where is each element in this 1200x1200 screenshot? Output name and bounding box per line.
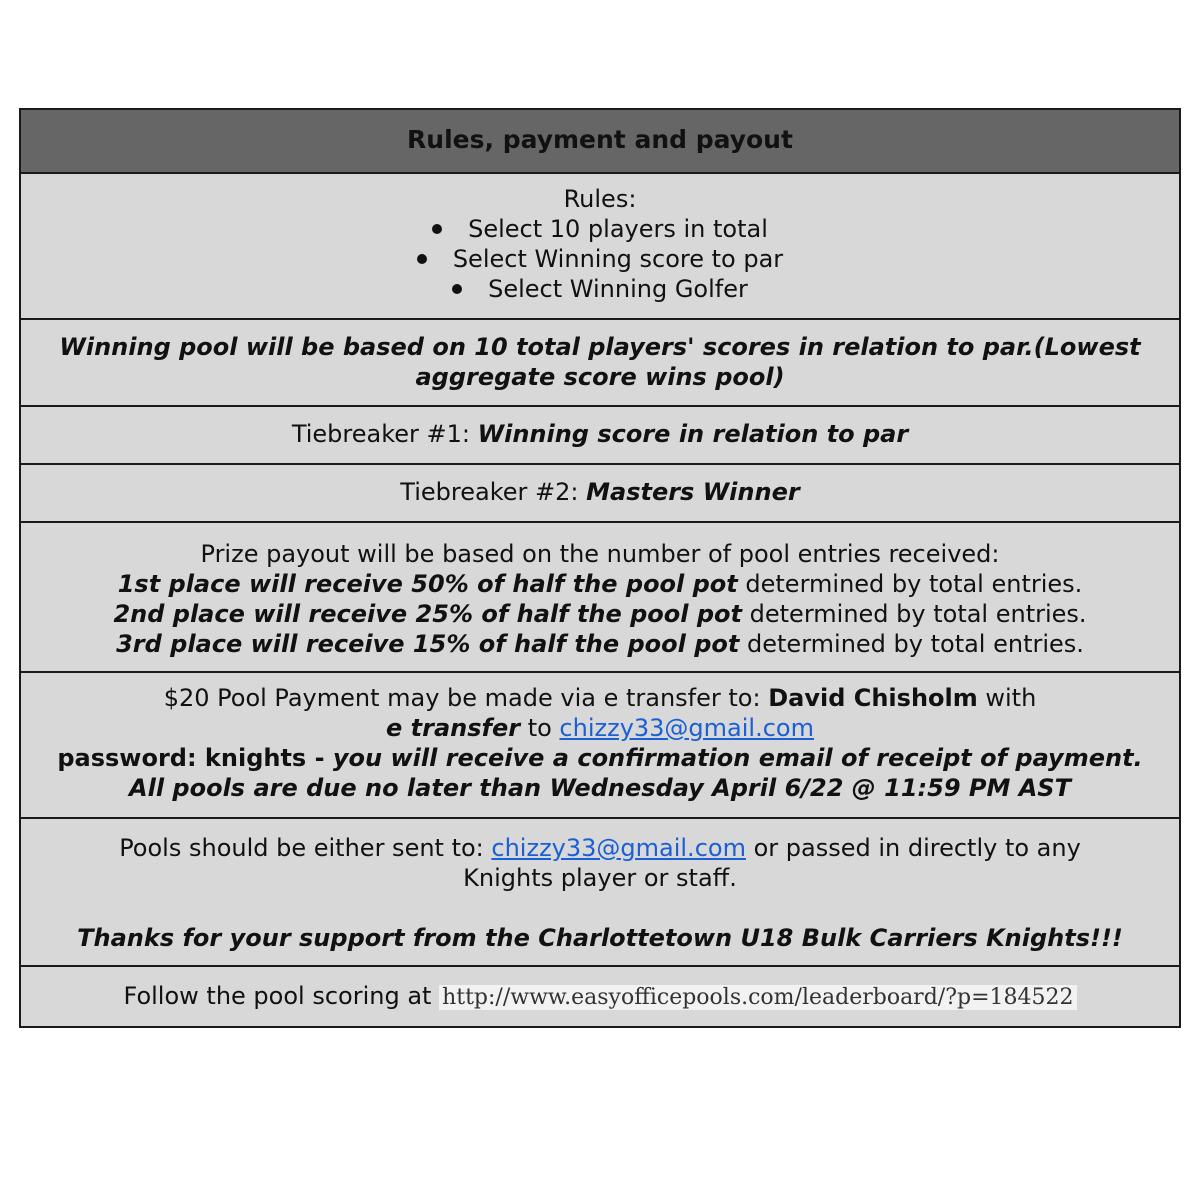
send-email-link[interactable]: chizzy33@gmail.com (491, 834, 746, 862)
follow-row (21, 965, 1179, 1026)
prize-place-2: 2nd place will receive 25% of half the pool pot determined by total entries. (113, 600, 1087, 628)
rules-row (21, 172, 1179, 318)
prize-place-1: 1st place will receive 50% of half the pool pot determined by total entries. (117, 570, 1083, 598)
pool-line-2: aggregate score wins pool) (415, 363, 785, 391)
tiebreaker-1-row (21, 405, 1179, 463)
rules-list (21, 214, 1179, 304)
tiebreaker-2-row (21, 463, 1179, 521)
prize-payout-row (21, 521, 1179, 671)
follow-text: Follow the pool scoring at (123, 982, 440, 1010)
payment-due: All pools are due no later than Wednesday April 6/22 @ 11:59 PM AST (129, 774, 1071, 802)
payment-line-2: e transfer to chizzy33@gmail.com (386, 714, 814, 742)
list-item: Select Winning Golfer (21, 274, 1179, 304)
list-item: Select Winning score to par (21, 244, 1179, 274)
bullet-icon (432, 224, 442, 234)
tiebreaker-2-label: Tiebreaker #2: (400, 478, 587, 506)
send-line-1: Pools should be either sent to: chizzy33@gmail.com or passed in directly to any (119, 834, 1081, 862)
thanks-message: Thanks for your support from the Charlottetown U18 Bulk Carriers Knights!!! (77, 924, 1123, 952)
payment-line-1: $20 Pool Payment may be made via e transfer to: David Chisholm with (163, 684, 1037, 712)
payment-line-3: password: knights - you will receive a confirmation email of receipt of payment. (57, 744, 1143, 772)
payee-name: David Chisholm (768, 684, 978, 712)
spacer (21, 893, 1179, 923)
table-title: Rules, payment and payout (407, 125, 793, 154)
table-header (21, 110, 1179, 172)
bullet-icon (452, 284, 462, 294)
winning-pool-row (21, 318, 1179, 405)
tiebreaker-2-value: Masters Winner (586, 478, 800, 506)
payment-row (21, 671, 1179, 817)
bullet-icon (417, 254, 427, 264)
rules-heading: Rules: (563, 185, 637, 213)
list-item: Select 10 players in total (21, 214, 1179, 244)
prize-intro: Prize payout will be based on the number of pool entries received: (200, 540, 1000, 568)
send-line-2: Knights player or staff. (463, 864, 737, 892)
rules-table (19, 108, 1181, 1028)
send-pools-row (21, 817, 1179, 965)
tiebreaker-1-value: Winning score in relation to par (477, 420, 909, 448)
leaderboard-url[interactable]: http://www.easyofficepools.com/leaderboard/?p=184522 (439, 985, 1076, 1010)
tiebreaker-1-label: Tiebreaker #1: (291, 420, 478, 448)
prize-place-3: 3rd place will receive 15% of half the pool pot determined by total entries. (116, 630, 1084, 658)
pool-line-1: Winning pool will be based on 10 total players' scores in relation to par.(Lowest (59, 333, 1141, 361)
payment-email-link[interactable]: chizzy33@gmail.com (559, 714, 814, 742)
